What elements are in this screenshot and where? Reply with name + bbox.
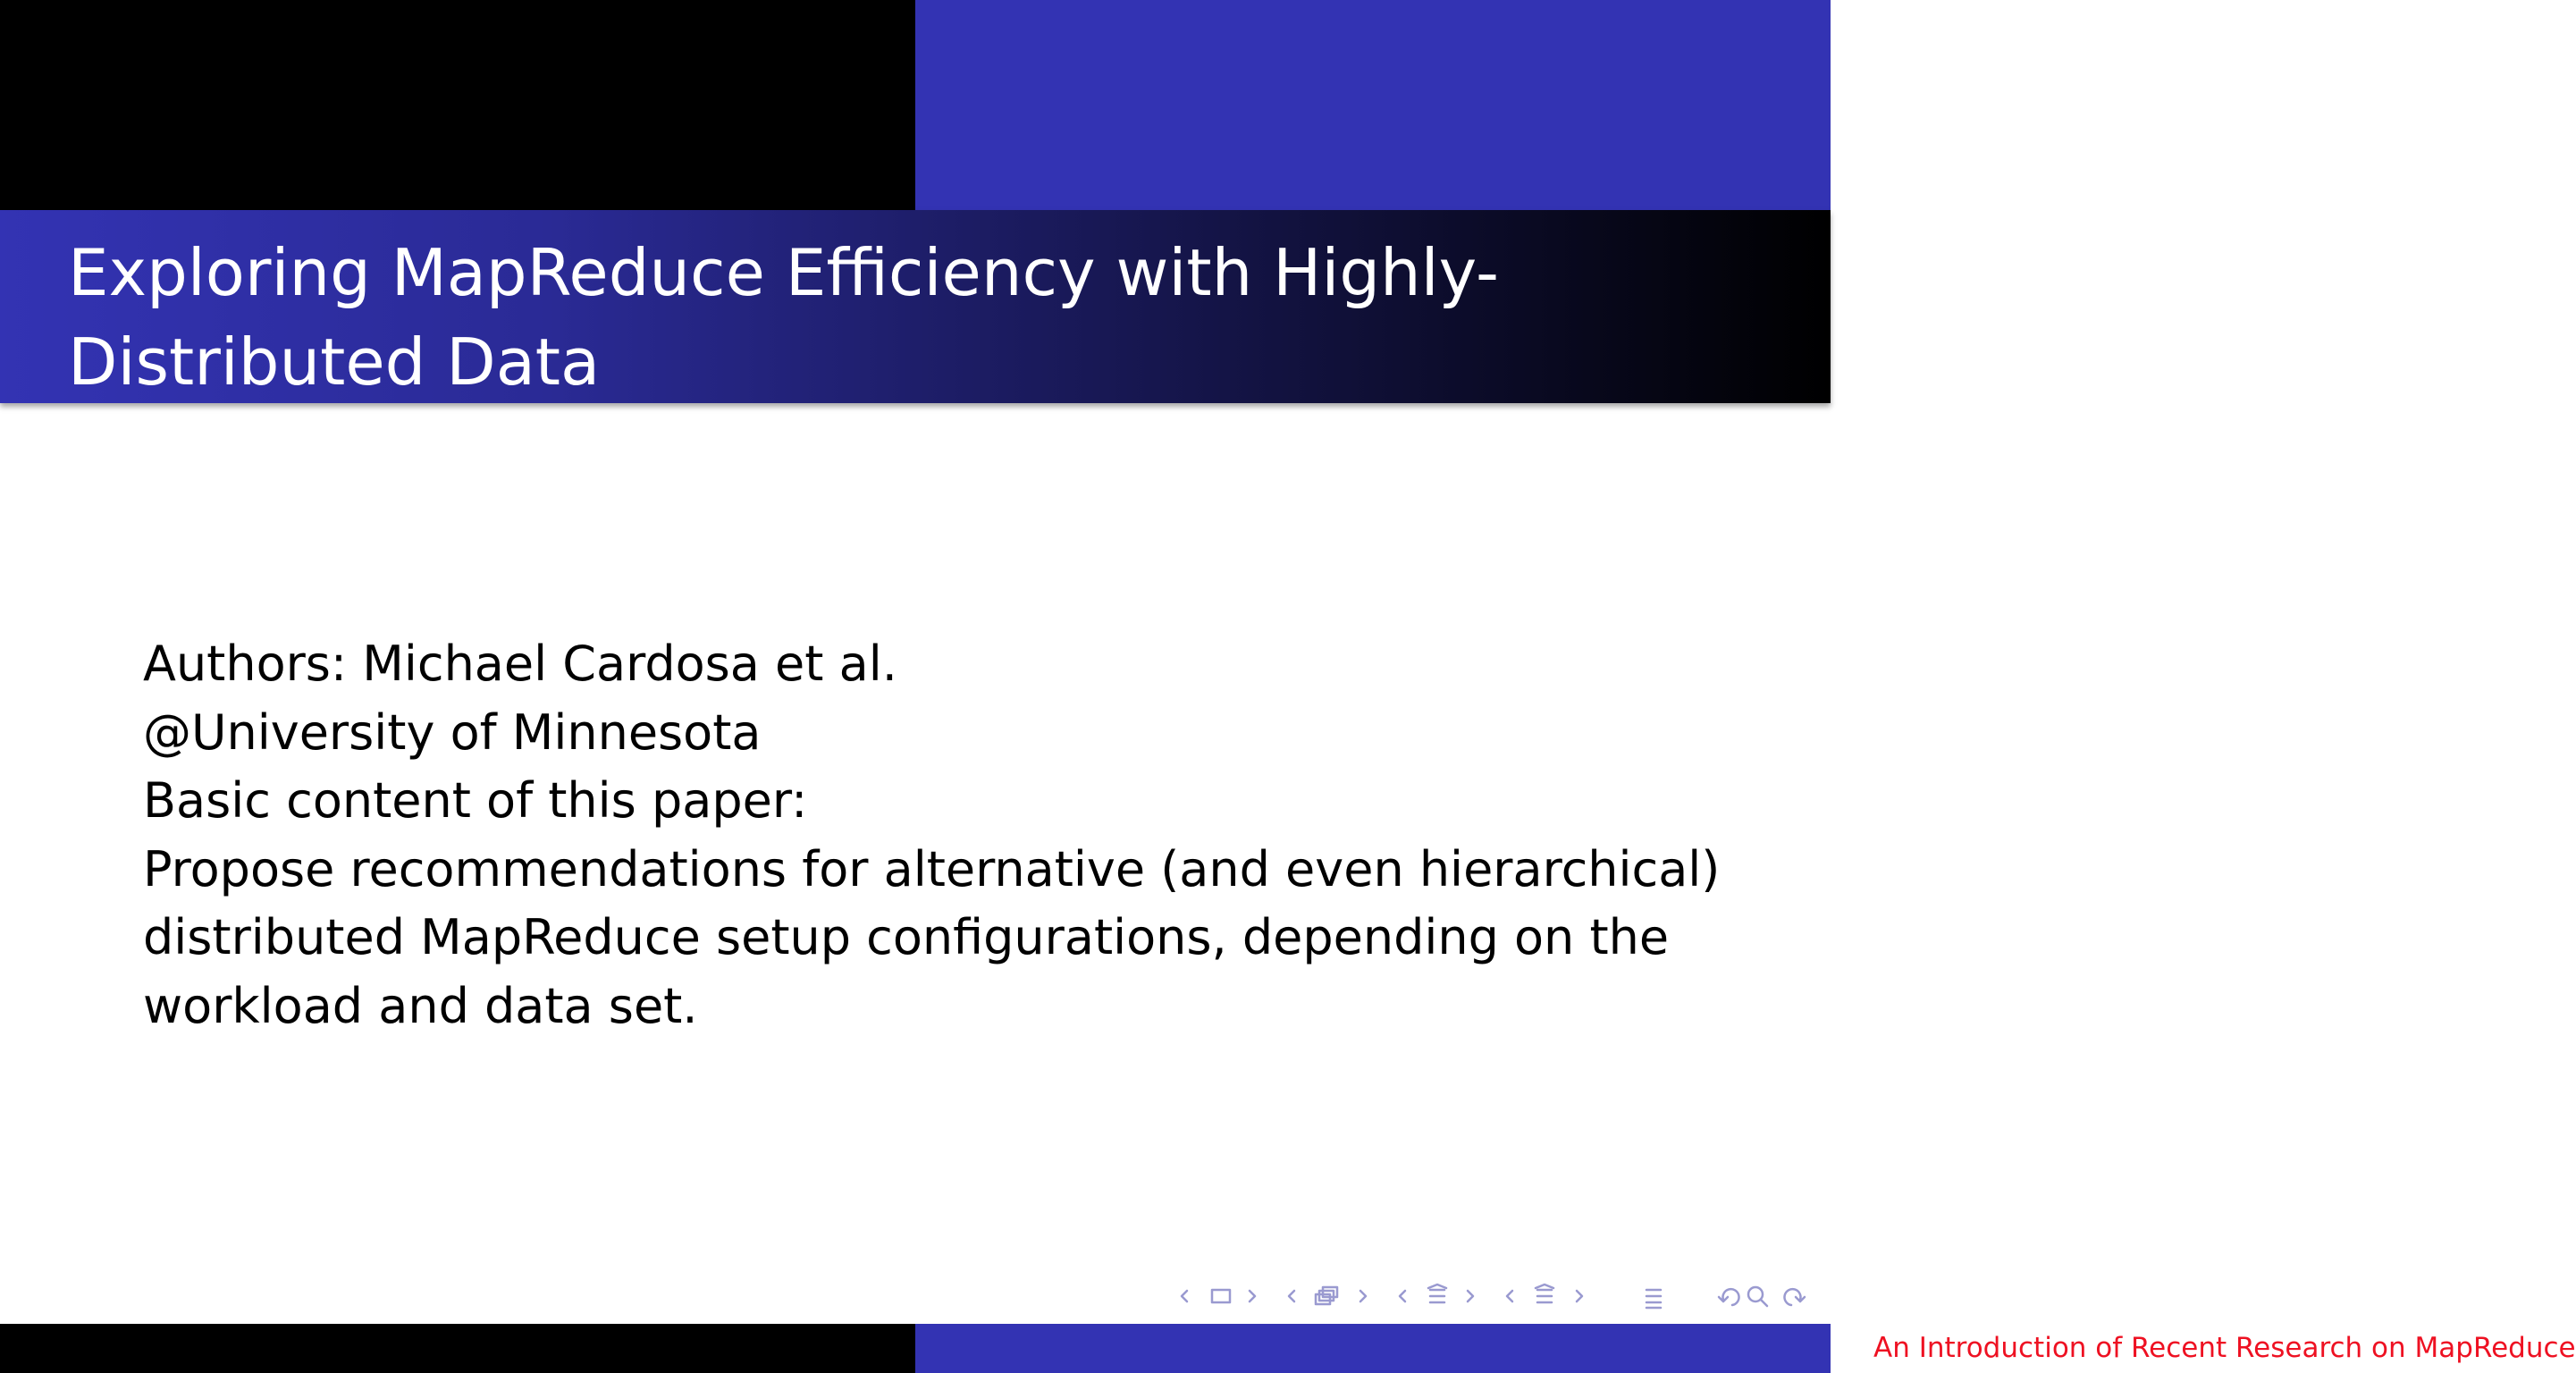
frame-title: Exploring MapReduce Efficiency with Highly-Distributed Data (68, 235, 1499, 400)
nav-section2-icon[interactable] (1507, 1285, 1582, 1302)
nav-frame-icon[interactable] (1182, 1290, 1255, 1302)
footline (0, 1324, 2576, 1373)
content-text-line-2: distributed MapReduce setup configurations, depending on the (143, 909, 1670, 965)
footline-left-panel (0, 1324, 915, 1373)
footer-presentation-title: An Introduction of Recent Research on MapReduce (1873, 1332, 2576, 1364)
authors-line: Authors: Michael Cardosa et al. (143, 636, 897, 692)
nav-align-icon[interactable] (1646, 1290, 1661, 1308)
content-heading-line: Basic content of this paper: (143, 772, 808, 829)
content-text-line-1: Propose recommendations for alternative (and even hierarchical) (143, 840, 1721, 897)
nav-back-icon[interactable] (1719, 1289, 1739, 1305)
nav-search-icon[interactable] (1748, 1287, 1767, 1306)
content-text-line-3: workload and data set. (143, 977, 698, 1034)
slide-body (143, 630, 1788, 1040)
nav-forward-icon[interactable] (1784, 1289, 1805, 1305)
navigation-symbols (1171, 1280, 1814, 1312)
affiliation-line: @University of Minnesota (143, 703, 762, 761)
nav-section-icon[interactable] (1400, 1285, 1473, 1302)
nav-subsection-icon[interactable] (1289, 1287, 1366, 1304)
frame-title-bar (0, 210, 1831, 403)
headline-right-panel (915, 0, 1831, 210)
footline-right-panel (915, 1324, 2576, 1373)
headline (0, 0, 1831, 210)
headline-left-panel (0, 0, 915, 210)
